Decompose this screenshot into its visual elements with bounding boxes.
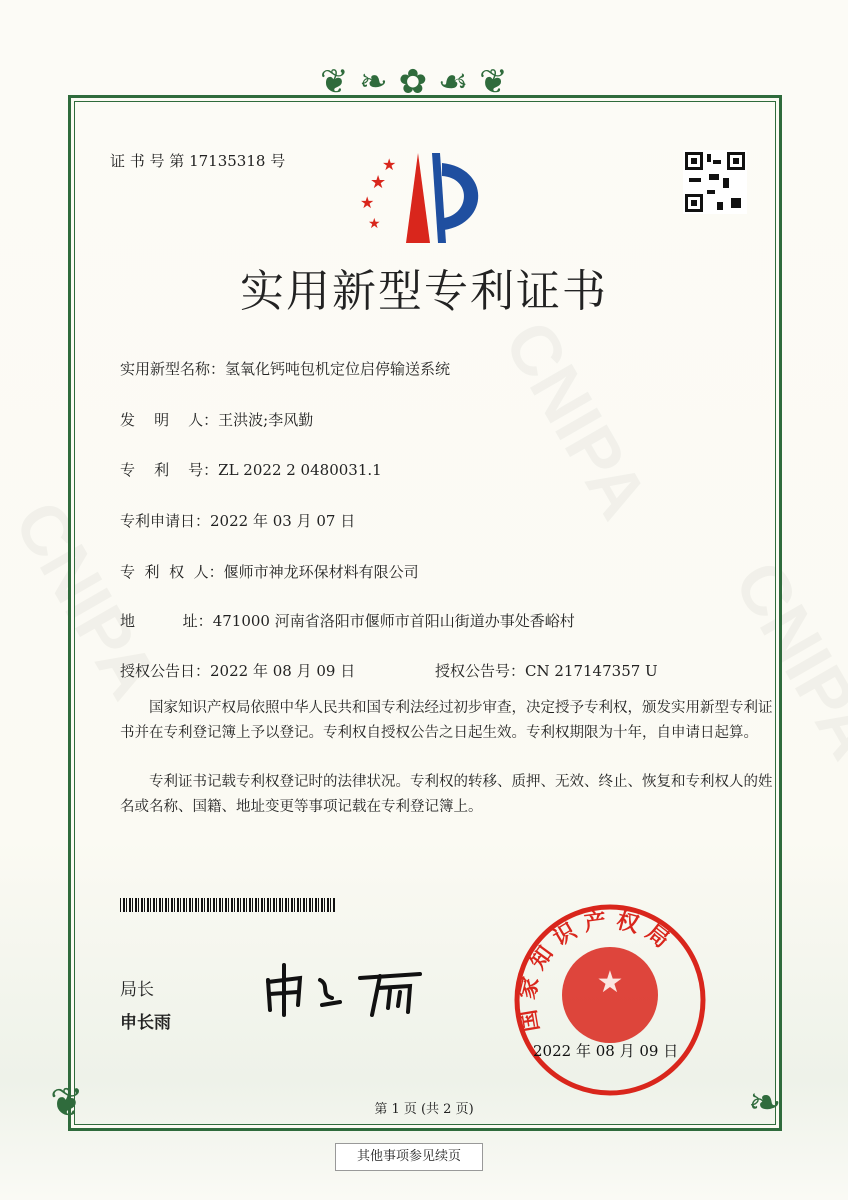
corner-ornament-icon: ❦ (50, 1080, 84, 1126)
director-signature (260, 960, 440, 1020)
seal-date: 2022 年 08 月 09 日 (533, 1042, 679, 1060)
field-patentee (120, 561, 419, 582)
corner-ornament-icon: ❧ (748, 1080, 782, 1126)
field-label: 专 利 权 人： (120, 563, 224, 581)
field-patent-number (120, 459, 382, 480)
field-label: 专 利 号： (120, 461, 219, 479)
page-info: 第 1 页 (共 2 页) (374, 1102, 474, 1117)
field-value: 2022 年 08 月 09 日 (210, 662, 356, 680)
body-paragraph: 专利证书记载专利权登记时的法律状况。专利权的转移、质押、无效、终止、恢复和专利权人的姓名或名称、国籍、地址变更等事项记载在专利登记簿上。 (120, 774, 773, 815)
field-value: 氢氧化钙吨包机定位启停输送系统 (225, 360, 451, 378)
field-label: 发 明 人： (120, 411, 219, 429)
body-paragraph: 国家知识产权局依照中华人民共和国专利法经过初步审查，决定授予专利权，颁发实用新型专利证书并在专利登记簿上予以登记。专利权自授权公告之日起生效。专利权期限为十年，自申请日起算。 (120, 700, 773, 741)
field-value: 偃师市神龙环保材料有限公司 (223, 563, 419, 581)
field-label: 专利申请日： (120, 512, 211, 530)
page-title: 实用新型专利证书 (240, 266, 608, 317)
field-value: 2022 年 03 月 07 日 (210, 512, 356, 530)
certificate-number: 证 书 号 第 17135318 号 (110, 152, 286, 170)
field-label: 授权公告号： (435, 662, 526, 680)
continued-notice: 其他事项参见续页 (335, 1143, 483, 1171)
field-inventor (120, 409, 313, 430)
field-value: 王洪波;李风勤 (218, 411, 314, 429)
field-announcement-number (435, 660, 658, 681)
official-seal (510, 900, 710, 1100)
field-utility-model-name (120, 358, 450, 379)
field-application-date (120, 510, 355, 531)
barcode (120, 898, 336, 912)
field-value: 471000 河南省洛阳市偃师市首阳山街道办事处香峪村 (212, 612, 575, 630)
svg-text:★: ★ (596, 965, 624, 1000)
seal-text: 国家知识产权局 (513, 906, 681, 1034)
top-ornament-icon: ❦ ❧ ✿ ☙ ❦ (320, 62, 508, 102)
svg-text:★: ★ (360, 193, 375, 212)
field-grant-date (120, 660, 355, 681)
field-value: ZL 2022 2 0480031.1 (218, 461, 382, 479)
cnipa-logo (360, 148, 495, 248)
qr-code (683, 150, 747, 214)
director-name: 申长雨 (120, 1013, 171, 1033)
field-label: 地 址： (120, 612, 213, 630)
svg-text:★: ★ (368, 216, 381, 232)
field-value: CN 217147357 U (525, 662, 658, 680)
field-label: 授权公告日： (120, 662, 211, 680)
director-title: 局长 (120, 980, 154, 1000)
svg-text:★: ★ (382, 155, 397, 174)
field-label: 实用新型名称： (120, 360, 226, 378)
svg-text:★: ★ (370, 172, 387, 193)
field-address (120, 610, 575, 631)
